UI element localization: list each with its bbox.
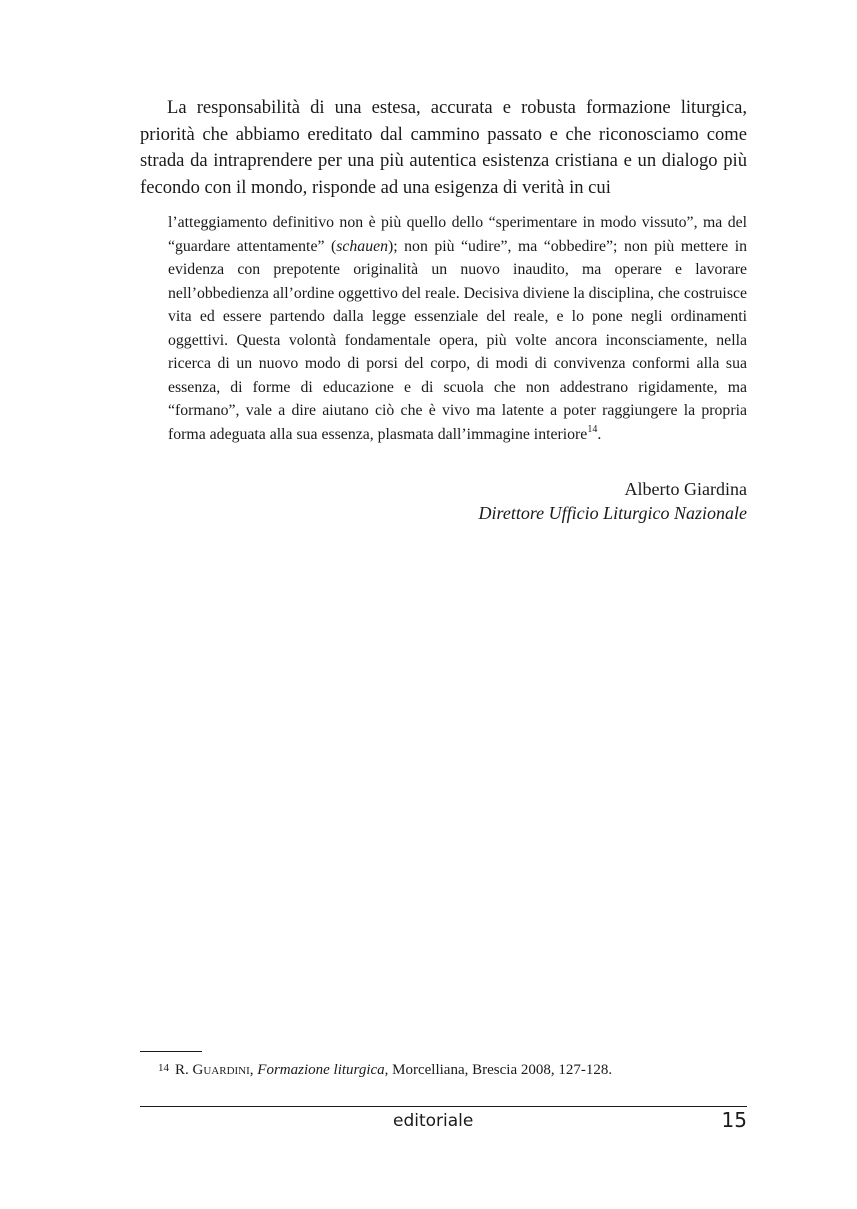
footnote-rest: , Morcelliana, Brescia 2008, 127-128.	[384, 1062, 613, 1078]
block-quote	[168, 211, 747, 446]
footnote-reference[interactable]: 14	[587, 423, 598, 435]
footnote	[158, 1058, 612, 1080]
footnote-author-surname: Guardini	[192, 1062, 250, 1078]
footer-section-title: editoriale	[393, 1111, 474, 1131]
footnote-divider	[140, 1051, 202, 1052]
signature-role: Direttore Ufficio Liturgico Nazionale	[478, 503, 747, 523]
quote-text-part2: ); non più “udire”, ma “obbedire”; non più mettere in evidenza con prepotente originalità un nuovo inaudito, ma operare e lavorare nell’obbedienza all’ordine oggettivo del reale. Decisiva diviene la disciplina, che costruisce vita ed essere partendo dalla legge essenziale del reale, e lo pone negli ordinamenti oggettivi. Questa volontà fondamentale opera, più volte ancora inconsciamente, nella ricerca di un nuovo modo di porsi del corpo, di modi di convivenza conformi alla sua essenza, di forme di educazione e di scuola che non addestrano rigidamente, ma “formano”, vale a dire aiutano ciò che è vivo ma latente a poter raggiungere la propria forma adeguata alla sua essenza, plasmata dall’immagine interiore	[168, 237, 747, 443]
signature-block	[479, 477, 748, 525]
quote-end-punct: .	[597, 425, 602, 443]
quote-italic-word: schauen	[336, 237, 388, 255]
footnote-sep: ,	[249, 1062, 258, 1078]
quote-text-part1: l’atteggiamento definitivo non è più quello dello “sperimentare in modo vissuto”, ma del “guardare attentamente” (	[168, 214, 747, 255]
page-number: 15	[721, 1108, 747, 1132]
footnote-number: 14	[158, 1062, 169, 1074]
signature-name: Alberto Giardina	[624, 479, 747, 499]
footnote-title: Formazione liturgica	[257, 1062, 385, 1078]
body-paragraph: La responsabilità di una estesa, accurata e robusta formazione liturgica, priorità che abbiamo ereditato dal cammino passato e che riconosciamo come strada da intraprendere per una più autentica esistenza cristiana e un dialogo più fecondo con il mondo, risponde ad una esigenza di verità in cui	[140, 97, 747, 198]
footnote-author-initial: R.	[175, 1062, 193, 1078]
footer-divider	[140, 1106, 747, 1107]
